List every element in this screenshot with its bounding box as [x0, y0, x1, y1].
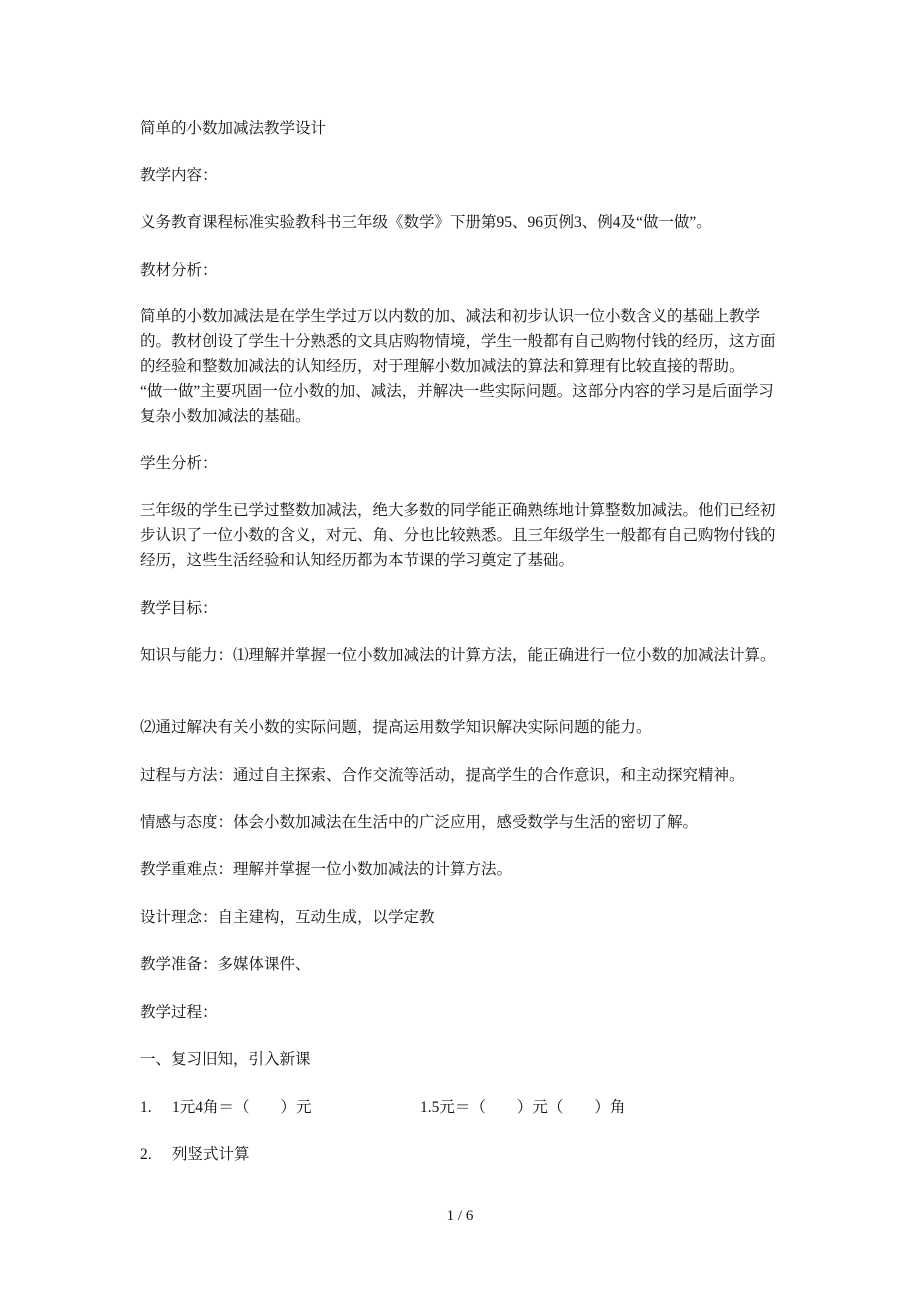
paragraph: 教学准备：多媒体课件、 [140, 956, 311, 973]
list-item-2 [140, 1142, 785, 1167]
paragraph: 义务教育课程标准实验教科书三年级《数学》下册第95、96页例3、例4及“做一做”。 [140, 214, 712, 231]
heading-material: 教材分析： [140, 262, 218, 279]
paragraph: 过程与方法：通过自主探索、合作交流等活动，提高学生的合作意识，和主动探究精神。 [140, 767, 745, 784]
paragraph: 简单的小数加减法是在学生学过万以内数的加、减法和初步认识一位小数含义的基础上教学的。教材创设了学生十分熟悉的文具店购物情境，学生一般都有自己购物付钱的经历，这方面的经验和整数加减法的认知经历，对于理解小数加减法的算法和算理有比较直接的帮助。 “做一做”主要巩固一位小数的加、减法，并解决一些实际问题。这部分内容的学习是后面学习复杂小数加减法的基础。 [140, 308, 776, 425]
exercise-a: 列竖式计算 [172, 1146, 250, 1163]
paragraph: ⑵通过解决有关小数的实际问题，提高运用数学知识解决实际问题的能力。 [140, 719, 652, 736]
heading-student: 学生分析： [140, 455, 218, 472]
paragraph: 知识与能力：⑴理解并掌握一位小数加减法的计算方法，能正确进行一位小数的加减法计算。 [140, 647, 776, 664]
list-number: 2. [140, 1146, 152, 1163]
heading-process: 教学过程： [140, 1004, 218, 1021]
list-number: 1. [140, 1099, 152, 1116]
document-title: 简单的小数加减法教学设计 [140, 120, 327, 137]
paragraph: 三年级的学生已学过整数加减法，绝大多数的同学能正确熟练地计算整数加减法。他们已经初步认识了一位小数的含义，对元、角、分也比较熟悉。且三年级学生一般都有自己购物付钱的经历，这些生活经验和认知经历都为本节课的学习奠定了基础。 [140, 502, 776, 569]
paragraph: 情感与态度：体会小数加减法在生活中的广泛应用，感受数学与生活的密切了解。 [140, 814, 699, 831]
exercise-a: 1元4角＝（ ）元 [172, 1099, 312, 1116]
page-number: 1 / 6 [446, 1208, 474, 1224]
paragraph: 教学重难点：理解并掌握一位小数加减法的计算方法。 [140, 861, 513, 878]
exercise-b: 1.5元＝（ ）元（ ）角 [420, 1099, 626, 1116]
list-item-1 [140, 1095, 785, 1120]
heading-content: 教学内容： [140, 167, 218, 184]
paragraph: 设计理念：自主建构，互动生成，以学定教 [140, 909, 435, 926]
paragraph: 一、复习旧知，引入新课 [140, 1051, 311, 1068]
heading-goals: 教学目标： [140, 600, 218, 617]
